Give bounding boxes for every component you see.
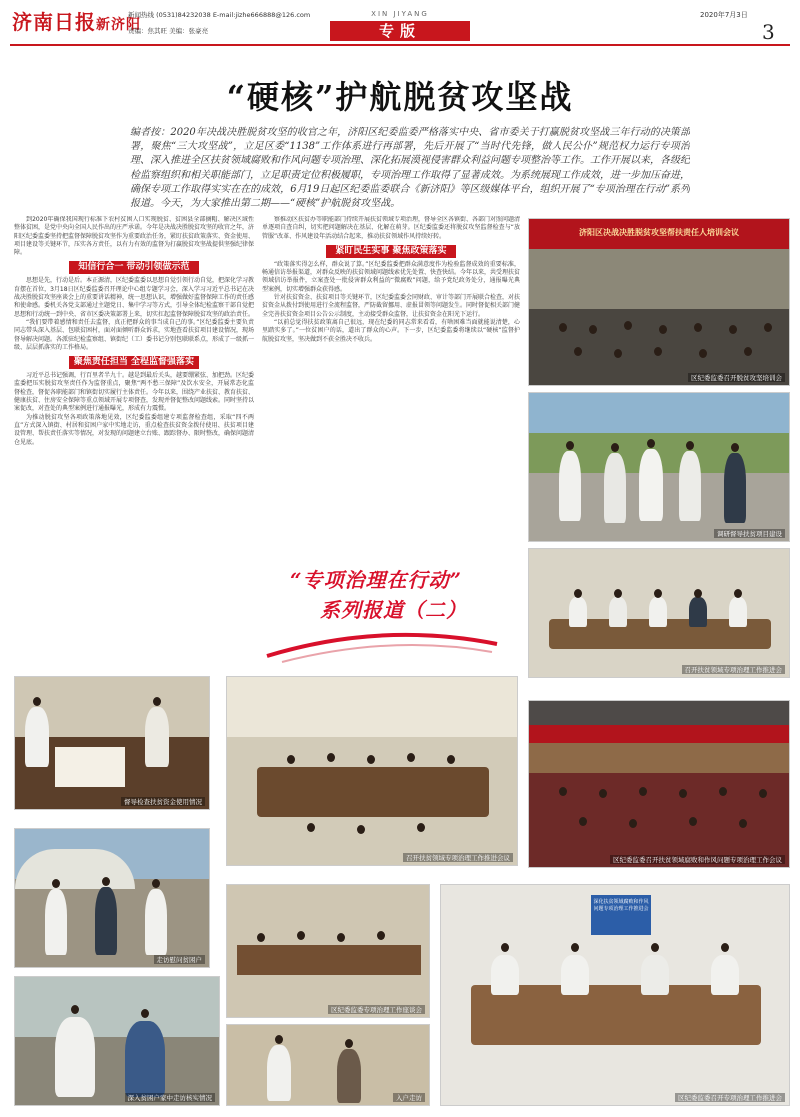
- photo-conference-room: [226, 676, 518, 866]
- issue-date: 2020年7月3日: [700, 11, 748, 19]
- article-paragraph: “政策落实得怎么样，群众说了算。”区纪委监委把群众满意度作为检验监督成效的重要标准，畅通信访举报渠道，对群众反映的扶贫领域问题线索优先处置、快查快结。今年以来，共受理扶贫领域信访举报件，立案查处一批侵害群众利益的“微腐败”问题，给予党纪政务处分，通报曝光典型案例，切实增强群众获得感。: [262, 260, 520, 293]
- masthead-pinyin: XIN JIYANG: [371, 10, 429, 18]
- photo-door-to-door: [226, 1024, 430, 1106]
- article-paragraph: 针对扶贫资金、扶贫项目等关键环节，区纪委监委会同财政、审计等部门开展联合检查，对扶贫资金从拨付到使用进行全流程监督，严防截留挪用、虚报冒领等问题发生。同时督促相关部门健全完善扶贫资金项目公告公示制度，主动接受群众监督，让扶贫资金在阳光下运行。: [262, 294, 520, 318]
- series-title-line-2: 系列报道（二）: [320, 598, 467, 622]
- article-paragraph: “以前总觉得扶贫政策离自己很远，现在纪委的同志常来看看，有啥困难当面就能说清楚，心里踏实多了。”一位贫困户的话，道出了群众的心声。下一步，区纪委监委将继续以“硬核”监督护航脱贫攻坚，坚决做到不获全胜决不收兵。: [262, 318, 520, 343]
- article-column-middle: [262, 216, 520, 554]
- photo-promotion-meeting: [440, 884, 790, 1106]
- photo-caption: 区纪委监委召开扶贫领域腐败和作风问题专项治理工作会议: [610, 855, 785, 864]
- section-banner: 专版: [330, 21, 470, 41]
- article-paragraph: 习近平总书记强调，行百里者半九十。越是到最后关头，越要绷紧弦、加把劲。区纪委监委把压实脱贫攻坚责任作为监督重点，聚焦“两不愁三保障”及饮水安全，开展常态化监督检查，督促各职能部门和镇街切实履行主体责任。今年以来，围绕产业扶贫、教育扶贫、健康扶贫、住房安全保障等重点领域开展专项督查，发现并督促整改问题线索。同时坚持以案促改，对查处的典型案例进行通报曝光，形成有力震慑。: [14, 372, 254, 413]
- subheading: 聚焦责任担当 全程监督强落实: [69, 356, 199, 369]
- logo-sub: 新济阳: [96, 17, 141, 33]
- editor-credits: 责编：焦其旺 美编：张豪亮: [128, 27, 209, 35]
- photo-seminar: [226, 884, 430, 1018]
- series-emblem: [262, 560, 502, 672]
- article-paragraph: 思想是先，行动是后。本正源清，区纪委监委以思想自觉引领行动自觉，把深化学习教育摆在首位，3月18日区纪委监委召开理论中心组专题学习会，深入学习习近平总书记在决战决胜脱贫攻坚座谈会上的重要讲话精神，统一思想认识，增强做好监督保障工作的责任感和使命感。委机关各党支部通过主题党日、集中学习等方式，引导全体纪检监察干部自觉把思想和行动统一到中央、省市区委决策部署上来，切实扛起监督保障脱贫攻坚的政治责任。: [14, 277, 254, 318]
- photo-caption: 深入贫困户家中走访核实情况: [125, 1093, 216, 1102]
- photo-caption: 区纪委监委召开专项治理工作推进会: [675, 1093, 785, 1102]
- logo-main: 济南日报: [12, 10, 96, 34]
- page-number: 3: [762, 20, 775, 44]
- photo-caption: 区纪委监委召开脱贫攻坚培训会: [688, 373, 785, 382]
- photo-document-review: [14, 676, 210, 810]
- photo-caption: 入户走访: [393, 1093, 425, 1102]
- page-headline: “硬核”护航脱贫攻坚战: [226, 78, 574, 116]
- photo-assembly-hall: [528, 700, 790, 868]
- article-paragraph: “我们要带着感情和责任去监督，真正把群众的事当成自己的事。”区纪委监委主要负责同志带头深入基层、包联贫困村，面对面倾听群众诉求，实地查看扶贫项目建设情况，现场督导解决问题。各派驻纪检监察组、镇街纪（工）委书记分别包联联系点，形成了一级抓一级、层层抓落实的工作格局。: [14, 318, 254, 351]
- newspaper-logo[interactable]: [12, 6, 141, 35]
- article-paragraph: 察推动区扶贫办等职能部门持续开展扶贫领域专项治理，督导全区各镇街、各部门对照问题清单逐项自查自纠，切实把问题解决在基层、化解在萌芽。区纪委监委还将脱贫攻坚监督检查与“放管服”改革、作风建设年活动结合起来，推动扶贫领域作风持续好转。: [262, 216, 520, 240]
- hotline-line: 新闻热线 (0531)84232038 E-mail:jizhe666888@126.com: [128, 11, 311, 19]
- photo-field-inspection: [528, 392, 790, 542]
- photo-roundtable: [528, 548, 790, 678]
- article-paragraph: 为推动脱贫攻坚各项政策落地见效，区纪委监委组建专项监督检查组，采取“四不两直”方式深入镇街、村居和贫困户家中实地走访，重点检查扶贫资金拨付使用、扶贫项目建设管理、帮扶责任落实等情况，对发现的问题建立台账、跟踪督办、限时整改，确保问题清仓见底。: [14, 413, 254, 446]
- article-intro: 到2020年确保我国现行标准下农村贫困人口实现脱贫、贫困县全部摘帽、解决区域性整体贫困，是党中央向全国人民作出的庄严承诺。今年是决战决胜脱贫攻坚的收官之年，济阳区纪委监委坚持把监督保障脱贫攻坚作为重要政治任务，紧盯扶贫政策落实、资金使用、项目建设等关键环节，压实各方责任，以有力有效的监督为打赢脱贫攻坚战提供坚强纪律保障。: [14, 216, 254, 257]
- series-title-line-1: “专项治理在行动”: [290, 568, 463, 592]
- masthead-rule: [10, 44, 790, 46]
- meeting-banner: 济阳区决战决胜脱贫攻坚帮扶责任人培训会议: [579, 228, 739, 237]
- photo-caption: 走访慰问贫困户: [154, 955, 206, 964]
- photo-caption: 召开扶贫领域专项治理工作推进会议: [403, 853, 513, 862]
- masthead: [0, 0, 800, 42]
- photo-caption: 督导检查扶贫资金使用情况: [121, 797, 205, 806]
- screen-banner: 深化扶贫领域腐败和作风问题专项治理工作推进会: [593, 899, 649, 912]
- photo-household-visit: [14, 976, 220, 1106]
- photo-greenhouse-visit: [14, 828, 210, 968]
- article-column-left: [14, 216, 254, 666]
- photo-caption: 区纪委监委专项治理工作座谈会: [328, 1005, 425, 1014]
- photo-training-meeting: [528, 218, 790, 386]
- editor-note: 编者按：2020年决战决胜脱贫攻坚的收官之年，济阳区纪委监委严格落实中央、省市委关于打赢脱贫攻坚战三年行动的决策部署，聚焦“三大攻坚战”，立足区委“1138”工作体系进行再部署，先后开展了“当时代先锋，做人民公仆”规范权力运行专项治理、深入推进全区扶贫领域腐败和作风问题专项治理、深化拓展漠视侵害群众利益问题专项整治等工作。工作开展以来，各级纪检监察组织和相关职能部门，立足职责定位积极履职，专项治理工作取得了显著成效。为系统展现工作成效，进一步加压奋进，确保专项工作取得实实在在的成效，6月19日起区纪委监委联合《新济阳》等区级媒体平台，组织开展了“专项治理在行动”系列报道。今天，为大家推出第二期——“硬核”护航脱贫攻坚战。: [130, 127, 690, 210]
- subheading: 知信行合一 带动引领做示范: [69, 261, 199, 274]
- swoosh-decoration: [262, 626, 502, 666]
- subheading: 紧盯民生实事 聚焦政策落实: [326, 245, 456, 258]
- photo-caption: 调研督导扶贫项目建设: [714, 529, 785, 538]
- photo-caption: 召开扶贫领域专项治理工作推进会: [682, 665, 786, 674]
